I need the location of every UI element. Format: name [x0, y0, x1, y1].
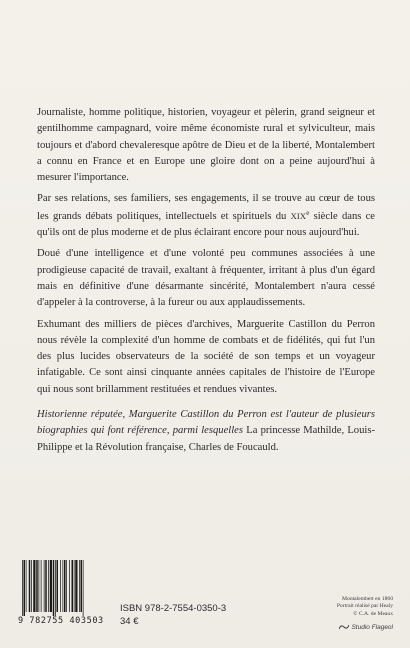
- barcode: [18, 560, 110, 630]
- barcode-bar: [22, 560, 23, 616]
- barcode-bars: [18, 560, 110, 616]
- barcode-bar: [55, 560, 56, 616]
- barcode-digits: 9 782755 403503: [18, 616, 104, 626]
- barcode-bar: [44, 560, 45, 612]
- photo-credits: [293, 596, 393, 618]
- barcode-bar: [33, 560, 35, 612]
- barcode-bar: [26, 560, 27, 612]
- blurb-paragraph-2: [37, 191, 375, 241]
- barcode-bar: [66, 560, 67, 612]
- barcode-bar: [63, 560, 64, 612]
- barcode-bar: [79, 560, 80, 612]
- barcode-bar: [57, 560, 59, 612]
- isbn: ISBN 978-2-7554-0350-3: [120, 603, 227, 614]
- barcode-bar: [53, 560, 55, 616]
- blurb-paragraph-4: Exhumant des milliers de pièces d'archives, Marguerite Castillon du Perron nous révèle la complexité d'un homme de combats et de fidélités, qui fut l'un des plus lucides observateurs de la société de son temps et un voyageur infatigable. Ce sont ainsi cinquante années capitales de l'histoire de l'Europe qui nous sont brillamment restituées et rendues vivantes.: [37, 318, 375, 395]
- studio-name: Studio Flageol: [351, 624, 393, 631]
- blurb-paragraph-2-end: siècle dans ce qu'ils ont de plus moderne et de plus éclairant encore pour nous aujourd'hui.: [37, 210, 375, 239]
- barcode-bar: [81, 560, 83, 612]
- price: 34 €: [120, 616, 139, 627]
- author-bio: [37, 407, 375, 456]
- barcode-bar: [50, 560, 52, 612]
- barcode-bar: [39, 560, 40, 612]
- barcode-bar: [45, 560, 47, 612]
- barcode-bar: [24, 560, 26, 616]
- barcode-bar: [60, 560, 61, 612]
- barcode-bar: [74, 560, 75, 612]
- author-bio-titles: La princesse Mathilde, Louis-Philippe et la Révolution française, Charles de Foucauld.: [37, 425, 375, 453]
- author-bio-intro: Historienne réputée, Marguerite Castillon du Perron est l'auteur de plusieurs biographies qui font référence, parmi lesquelles: [37, 409, 375, 437]
- barcode-bar: [69, 560, 70, 612]
- blurb-paragraph-1: Journaliste, homme politique, historien, voyageur et pèlerin, grand seigneur et gentilhomme campagnard, voire même économiste rural et sylviculteur, mais toujours et d'abord chevaleresque apôtre de Dieu et de la liberté, Montalembert a connu en France et en Europe une gloire dont on a peine aujourd'hui à mesurer l'importance.: [37, 107, 375, 184]
- barcode-bar: [41, 560, 42, 612]
- barcode-bar: [72, 560, 74, 612]
- barcode-bar: [75, 560, 77, 612]
- studio-credit: [339, 624, 393, 631]
- barcode-bar: [31, 560, 32, 612]
- credit-line-1: Montalembert en 1860: [342, 596, 393, 602]
- barcode-bar: [48, 560, 49, 612]
- barcode-bar: [29, 560, 31, 612]
- blurb-paragraph-2-start: Par ses relations, ses familiers, ses engagements, il se trouve au cœur de tous les grands débats politiques, intellectuels et spirituels du: [37, 193, 375, 222]
- barcode-bar: [64, 560, 66, 612]
- credit-line-3: © C.A. de Meaux: [353, 610, 393, 617]
- barcode-bar: [83, 560, 84, 616]
- century-superscript: e: [306, 208, 310, 217]
- century-numeral: XIX: [290, 210, 307, 221]
- credit-line-2: Portrait réalisé par Healy: [336, 603, 393, 610]
- blurb-text: [37, 105, 375, 461]
- blurb-paragraph-3: Doué d'une intelligence et d'une volonté peu communes associées à une prodigieuse capacité de travail, exaltant à fréquenter, irritant à plus d'un égard mais en définitive d'une désarmante sincérité, Montalembert n'aura cessé d'appeler à la controverse, à la fureur ou aux applaudissements.: [37, 248, 375, 309]
- studio-logo-icon: [339, 624, 349, 630]
- barcode-bar: [36, 560, 38, 612]
